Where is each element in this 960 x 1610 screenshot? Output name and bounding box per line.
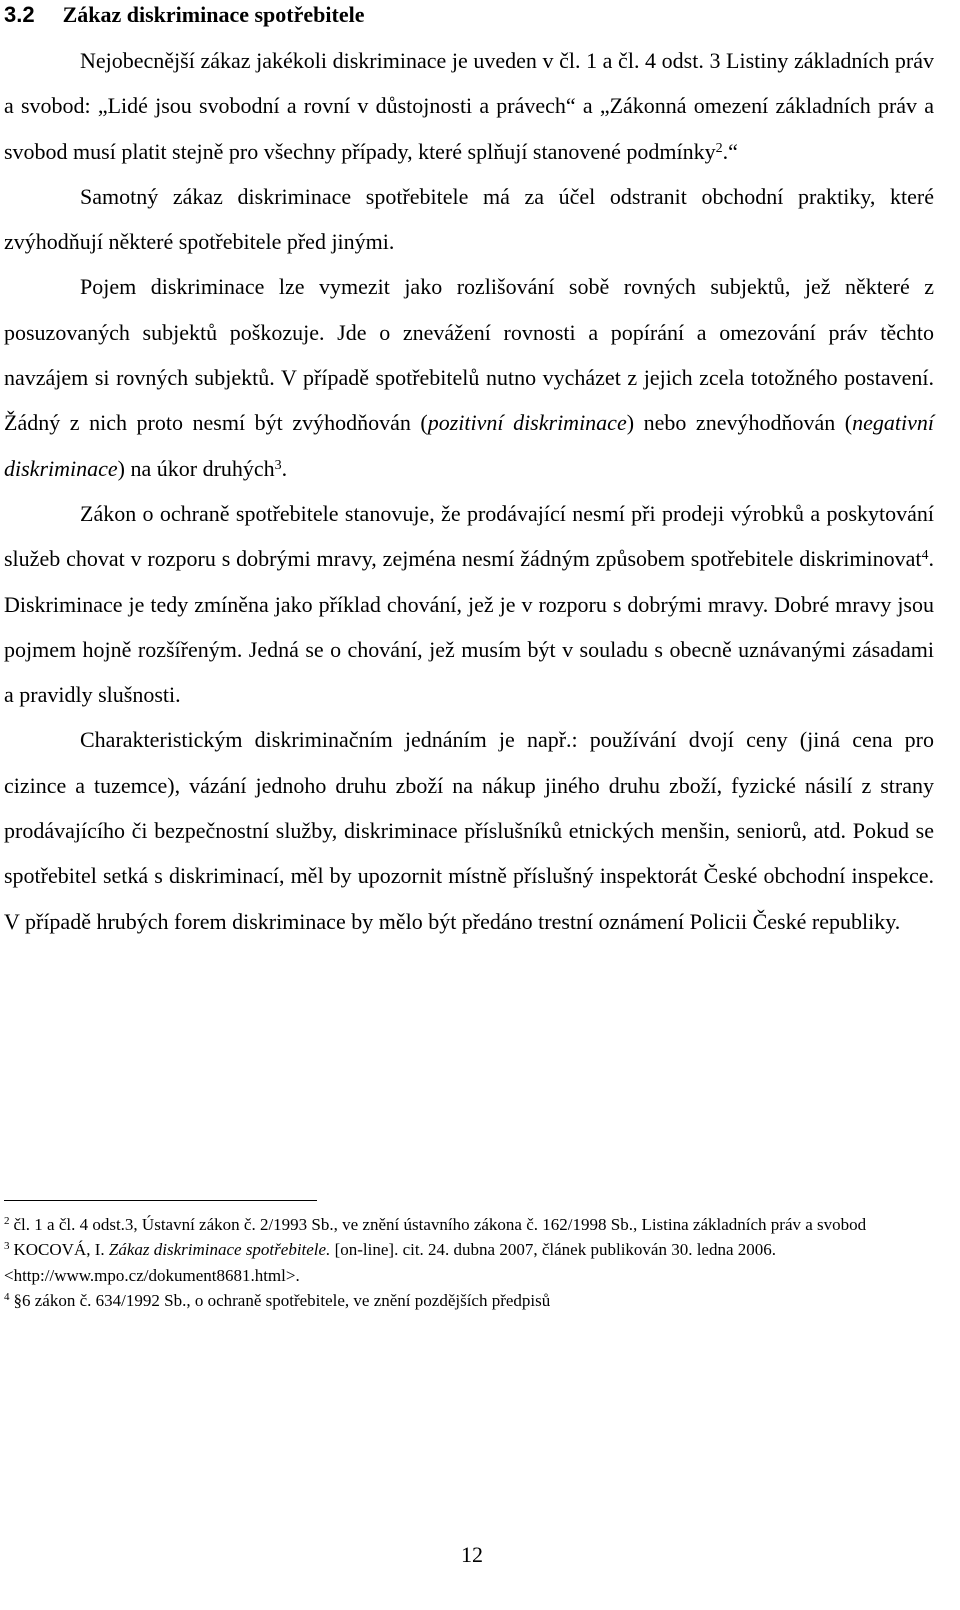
paragraph-5: Charakteristickým diskriminačním jednáním je např.: používání dvojí ceny (jiná cena pro cizince a tuzemce), vázání jednoho druhu zboží na nákup jiného druhu zboží, fyzické násilí z strany prodávajícího či bezpečnostní služby, diskriminace příslušníků etnických menšin, seniorů, atd. Pokud se spotřebitel setká s diskriminací, měl by upozornit místně příslušný inspektorát České obchodní inspekce. V případě hrubých forem diskriminace by mělo být předáno trestní oznámení Policii České republiky.	[4, 727, 934, 934]
paragraph-1	[4, 38, 934, 174]
footnote-text: čl. 1 a čl. 4 odst.3, Ústavní zákon č. 2/1993 Sb., ve znění ústavního zákona č. 162/1998 Sb., Listina základních práv a svobod	[13, 1215, 867, 1234]
paragraph-4-text-end: . Diskriminace je tedy zmíněna jako příklad chování, jež je v rozporu s dobrými mravy. Dobré mravy jsou pojmem hojně rozšířeným. Jedná se o chování, jež musím být v souladu s obecně uznávanými zásadami a pravidly slušnosti.	[4, 546, 934, 708]
paragraph-3	[4, 264, 934, 490]
paragraph-1-text: Nejobecnější zákaz jakékoli diskriminace je uveden v čl. 1 a čl. 4 odst. 3 Listiny základních práv a svobod: „Lidé jsou svobodní a rovní v důstojnosti a právech“ a „Zákonná omezení základních práv a svobod musí platit stejně pro všechny případy, které splňují stanovené podmínky	[4, 48, 934, 164]
footnote-number: 3	[4, 1240, 10, 1253]
footnote-number: 4	[4, 1290, 10, 1303]
footnote-3	[4, 1237, 934, 1288]
footnote-4	[4, 1288, 934, 1313]
footnote-2	[4, 1212, 934, 1237]
footnote-ref-3[interactable]: 3	[274, 457, 282, 473]
page-number: 12	[461, 1542, 483, 1567]
footnote-separator	[4, 1200, 317, 1201]
section-title: Zákaz diskriminace spotřebitele	[62, 2, 365, 27]
footnote-number: 2	[4, 1215, 10, 1227]
body-text	[4, 38, 934, 944]
footnote-text: §6 zákon č. 634/1992 Sb., o ochraně spotřebitele, ve znění pozdějších předpisů	[13, 1290, 551, 1310]
paragraph-3-text-mid: ) nebo znevýhodňován (	[626, 410, 853, 436]
section-heading	[4, 2, 364, 28]
paragraph-3-text-end: .	[281, 455, 288, 481]
footnote-ref-2[interactable]: 2	[715, 140, 723, 156]
section-number: 3.2	[4, 2, 35, 27]
paragraph-3-text-tail: ) na úkor druhých	[117, 455, 275, 481]
term-positive-discrimination: pozitivní diskriminace	[427, 410, 627, 436]
paragraph-3-text: Pojem diskriminace lze vymezit jako rozlišování sobě rovných subjektů, jež některé z posuzovaných subjektů poškozuje. Jde o znevážení rovnosti a popírání a omezování práv těchto navzájem si rovných subjektů. V případě spotřebitelů nutno vycházet z jejich zcela totožného postavení. Žádný z nich proto nesmí být zvýhodňován (	[4, 274, 934, 436]
footnote-author: KOCOVÁ, I.	[13, 1240, 109, 1260]
term-negative-discrimination: negativní diskriminace	[4, 410, 934, 481]
paragraph-2: Samotný zákaz diskriminace spotřebitele má za účel odstranit obchodní praktiky, které zvýhodňují některé spotřebitele před jinými.	[4, 183, 934, 255]
footnote-ref-4[interactable]: 4	[921, 548, 929, 564]
footnotes	[4, 1212, 934, 1313]
footnote-source: [on-line]. cit. 24. dubna 2007, článek publikován 30. ledna 2006. <http://www.mpo.cz/dokument8681.html>.	[4, 1240, 777, 1285]
paragraph-1-text-end: .“	[722, 138, 738, 164]
paragraph-4	[4, 491, 934, 717]
footnote-title: Zákaz diskriminace spotřebitele.	[108, 1240, 331, 1260]
paragraph-4-text: Zákon o ochraně spotřebitele stanovuje, že prodávající nesmí při prodeji výrobků a poskytování služeb chovat v rozporu s dobrými mravy, zejména nesmí žádným způsobem spotřebitele diskriminovat	[4, 500, 934, 572]
